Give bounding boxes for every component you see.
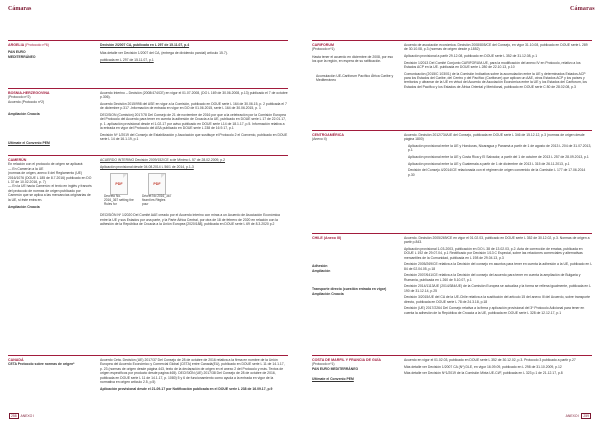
decision-text: Acuerdo en vigor el 01.02.03, publicado en DOUE serie L 352 de 30.12.02, p.3. Protocolo 3 publicado a partir p.27 (404, 358, 576, 362)
decision-text: Comunicación (2015/C 103/01) de la Comisión Indicativa sobre la acumulación entre la UE y determinados Estados ACP para los Estados del Caribe, del Centro y del Pacífico (Cariforum) que aplican un AAE, otros Estados ACP y los países y territorios y ultramar de la UE en virtud del Acuerdo de Asociación Económica entre la UE y los Estados del Cariforum, los Estados del Pacífico y los Estados de África Oriental y Meridional, publicado en DOUE serie C 80 de 28.02.08, p.3 (404, 71, 587, 89)
row-label: Ampliación Croacia (312, 291, 344, 296)
page-footer (8, 414, 34, 418)
row-label: Adhesión (312, 264, 328, 269)
entry-centroamerica (312, 130, 592, 229)
side-note: — En la UE hacia Camerún: el texto en inglés y francés del protocolo de normas de origen publicado por Camerún que se aplica a las mercancías originarias de la UE, si éste entra en. (8, 184, 92, 202)
entry-canada (8, 355, 288, 406)
pdf-file-icon[interactable]: PDF (110, 173, 128, 195)
entry-camerun (8, 155, 288, 256)
decision-link[interactable]: Decisión 2/2007 CA, publicada en L 297 de 15.11.07, p.4 (100, 43, 190, 47)
decision-text: Decisión 2007/641/CE relativa a la Decisión del consejo del acuerdo para tener en cuenta la ampliación de Bulgaria y Rumanía, publicada en L 260 de 5.10.07, p.1 (404, 273, 581, 282)
entry-argelia (8, 40, 288, 69)
brand-name: Cámaras (570, 6, 595, 12)
decision-text: Aplicación provisional 1-03-2003, publicación en DO L 38 de 13.02.03, p.2. Acta de corrección de erratas, publicada en DOUE L 192 de 29.07.04, p.1 Rectificado por Decisión 1/13 C Especial, sobre las relaciones comerciales y alternativas mercantiles de la Comunidad, publicada en L 198 de 29.04.13, p.3 (404, 247, 583, 260)
row-label: Transporte directo (cuestión entrada en vigor) (312, 287, 387, 292)
side-note: Acumulación UE-Cariforum Pacífico África Caribe y Mediterráneo (316, 73, 394, 83)
decision-text: Decisión (UE) 2017/2264 Del Consejo relativa a la firma y aplicación provisional del 3º Protocolo Adicional para tener en cuenta la adhesión de la República de Croacia a la UE, publicada en DOUE serie L 328 de 12.12.17, p.1 (404, 306, 585, 315)
entry-costa-marfil (312, 355, 592, 406)
row-label: Acuerdo (Protocolo nº2) (8, 99, 45, 104)
page-number: 259 (583, 414, 589, 418)
pdf-file-icon[interactable]: PDF (148, 173, 166, 195)
publication-link[interactable]: publicada en L 297 de 15.11.07, p.1 (100, 58, 154, 62)
detail-text: Más detalle ver Decisión 1/2007 del CA, (entrega de dividendo parcial) artículo 15.7). (100, 51, 228, 56)
entry-chile (312, 233, 592, 346)
decision-text: Acuerdo de asociación económica. Decisión 2008/805/CE del Consejo, en vigor 31.10.08, publicado en DOUE serie L 289 de 30.10.08, p.3 (normas de origen desde p.1852) (404, 43, 588, 52)
brand-name: Cámaras (8, 6, 32, 12)
publication-link[interactable]: Aplicación provisional desde 04.08.2014 L 56/1 de 2014, p.1-3 (100, 164, 194, 169)
decision-text: Decisión Nº 1/2019 del Consejo de Estabilización y Asociación que sustituye el Protocolo 2 el Convenio, publicado en DOUE serie L 14 de 16.1.19, p.1 (100, 132, 288, 142)
decision-text: Acuerdo Interino – Decisión (2008/474/CE) en vigor el 01.07.2008, (DO L 169 de 30.06.2008, p.13) publicado el 7 de octubre p.306). (100, 91, 288, 100)
footer-section: ANEXO I (20, 414, 35, 418)
decision-link[interactable]: ACUERDO INTERINO Decisión 2009/152/CE a de Mínimo L 57 de 28.02.2009, p.2 (100, 158, 226, 162)
row-label: (Anexo II) (312, 137, 327, 142)
page-number: 258 (11, 414, 17, 418)
row-label: Ultimate el Convenio PEM (8, 140, 50, 145)
decision-text: Decisión 3/2015/UE del CA de la UE-Chile relativa a la sustitución del artículo 15 del anexo III del Acuerdo, sobre transporte directo, publicada en DOUE serie L 78 de 24.3.18, p.18 (404, 295, 591, 304)
decision-text: Aplicación provisional desde el 21-09-17 por Notificación publicada en el DOUE serie L 238 de 16.09.17, p.9 (100, 386, 273, 391)
row-label: PAN EURO MEDITERRÁNEO (312, 366, 359, 371)
country-name: CARIFORUM (312, 43, 334, 47)
row-label: (Protocolo nº1) (312, 362, 335, 367)
bullet-text: Aplicación provisional entre la UE y Guatemala a partir de 1 de diciembre de 2013 L 315 de 26.11.2013, p.1 (408, 161, 570, 166)
row-label: Ampliación Croacia (8, 205, 40, 210)
bullet-text: Aplicación provisional entre la UE y Costa Rica y El Salvador, a partir del 1 de octubre de 2013 L 257 de 28.09.2013, p.1 (408, 155, 589, 159)
row-label: Ultimate el Convenio PEM (312, 377, 354, 382)
entry-bosnia (8, 88, 288, 151)
row-label: (Protocolo nº1) (312, 47, 335, 52)
country-name: CAMERÚN (8, 158, 27, 162)
side-note: En relación con el protocolo de origen se aplicará: (8, 162, 84, 167)
bullet-text: Decisión del Consejo 4/2014/CE relacionada con el régimen de origen convenido de la Comisión L 177 de 17.06.2014 p.30 (408, 168, 586, 177)
page-footer (566, 414, 592, 418)
pdf-caption: Décret No 2016_367 fixant les Règles pour (142, 194, 172, 206)
decision-text: Decisión 1/2013 Del Comité Conjunto CARIFORUM-UE, para la modificación del anexo IV en Protocolo, relativo a los Estados ACP en la UE. publicada en DOUE serie L 280 de 22.10.13, p.10 (404, 60, 581, 69)
decision-text: DECISIÓN Nº 1/2020 Del Comité AAE creado por el Acuerdo interino con miras a un Acuerdo de Asociación Económica entre la UE y sus Estados por una parte, y la Parte África Central, por otra de 18 de febrero de 2020 en relación con la adhesión de la República de Croacia a la Unión Europea [2020/188], publicada en DOUE serie L 69 de 8.3.2020 p.2 (100, 213, 280, 226)
brand-logo (8, 6, 31, 12)
country-name: ARGELIA (Protocolo nº6) (8, 43, 49, 47)
decision-text: Más detalle ver Decisión 1/2007 CA (Nº) DLE, en vigor 16.09.09, publicado en L 298 de 31.10.2009, p.12 (404, 364, 562, 369)
country-name: BOSNIA-HERZEGOVINA (8, 91, 50, 95)
decision-text: Acuerdo Ceta. Decisión (UE) 2017/37 Del Consejo de 28 de octubre de 2016 relativa a la firma en nombre de la Unión Europea del Acuerdo Económico y Comercial Global (CETA) entre Canadá(EU), publicado en DOUE serie L 11 de 14.1.17, p. 23 (normas de origen desde página 443, texto de la declaración de origen en el anexo 2 del Protocolo y más. Textos de origen específicos por producto desde pagina 465). DECISIÓN (UE) 2017/38 Del Consejo de 28 de octubre de 2016, publicada en DOUE serie L 11 de 14.1.17, p. 1080) 5 y 6 de funcionamiento como ayuda a la entrada en vigor de la normativa en origen artículo 2.5, p.5) (100, 358, 285, 385)
decision-text: Más detalle ver Decisión Nº1/2019 de la Comisión Mixta UE-CI/F, publicada en L 323 p.1 de 21.12.17, p.8 (404, 371, 563, 376)
right-page (300, 0, 600, 424)
country-name: CENTROAMÉRICA (312, 133, 344, 137)
row-label: MEDITERRÁNEO (8, 54, 36, 59)
row-label: (Protocolo nº2) (8, 95, 31, 100)
decision-text: Aplicación provisional a partir 29.12.08, publicado en DOUE serie L 352 de 31.12.08, p.1 (404, 54, 538, 58)
brand-logo (570, 6, 595, 18)
row-label: CETA Protocolo sobre normas de origen* (8, 362, 75, 367)
decision-text: Decisión 2005/269/CE relativa a la Decisión del consejo en asuntos para tener en cuenta la adhesión a la UE, publicado en L 84 de 02.04.05, p.18 (404, 262, 592, 271)
bullet-text: Aplicación provisional entre la UE y Honduras, Nicaragua y Panamá a partir de 1 de agosto de 2013 L 204 de 31.07.2013, p.1 (408, 144, 592, 153)
row-label: Ampliación (312, 268, 331, 273)
country-name: CANADÁ (8, 358, 24, 362)
country-name: COSTA DE MARFIL Y FRANCIA DE GUÍA (312, 358, 381, 362)
row-label: PAN EURO (8, 50, 26, 55)
decision-text: Acuerdo. Decisión 2005/269/CE en vigor el 01.02.03, publicado en DOUE serie L 352 de 30.12.02, p.3. Normas de origen a partir p.843. (404, 236, 590, 245)
decision-text: Acuerdo. Decisión 2012/734/UE del Consejo, publicada en DOUE serie L 346 de 15.12.12, p.3 (normas de origen desde página 1800) (404, 133, 585, 142)
entry-cariforum (312, 40, 592, 121)
decision-text: DECISION (Comisión) 2017/78 Del Consejo de 21 de noviembre de 2016 por que a la celebración por la Comisión Europea del Protocolo del Acuerdo para tener en cuenta la adhesión de Croacia a la UE, publicado en DOUE serie L 17 de 22.01.17, p. 1. aplicación provisional desde el 1-02-17 por aviso publicado en DOUE serie L14 de 18.1.17, p.5. Información relativa a la entrada en vigor del Protocolo del ASA publicado en DOUE serie L 238 de 16.9.17, p.1 (100, 113, 286, 131)
country-name: CHILE (Anexo III) (312, 236, 342, 240)
side-note: (normas de origen, anexo II del Reglamento (UE) 2016/1076 (DOUE L 185 de 8.7.2016) publicado en DO L 37 de 10.02.2016, p. 7) (8, 171, 92, 185)
side-note: Hasta tener el acuerdo en diciembre de 2008, por eso los que la región, en espera de su ratificación. (312, 54, 394, 64)
side-note: — En Camerún a la UE (8, 166, 44, 171)
decision-text: Acuerdo Decisión 2015/998 del ASE en vigor a la Comisión, publicado en DOUE serie L 164 de 30.06.15, p. 2 publicada el 7 de diciembre p.317 -Información de entrada en vigor en DO de 01.06.2015, serie L 164 de 30.06.2015, p. 1 (100, 102, 287, 111)
decision-text: Decisión 2014/1113/UE (2014/384/UE) de la Comisión Europea se actualiza y la forma se rellena igualmente, publicada en L 190 de 31.12.14, p.25 (404, 284, 591, 293)
row-label: Ampliación Croacia (8, 112, 40, 117)
pdf-caption: Decreto No. 2016_367 setting the Rules for (104, 194, 134, 206)
footer-section: ANEXO I (565, 414, 580, 418)
